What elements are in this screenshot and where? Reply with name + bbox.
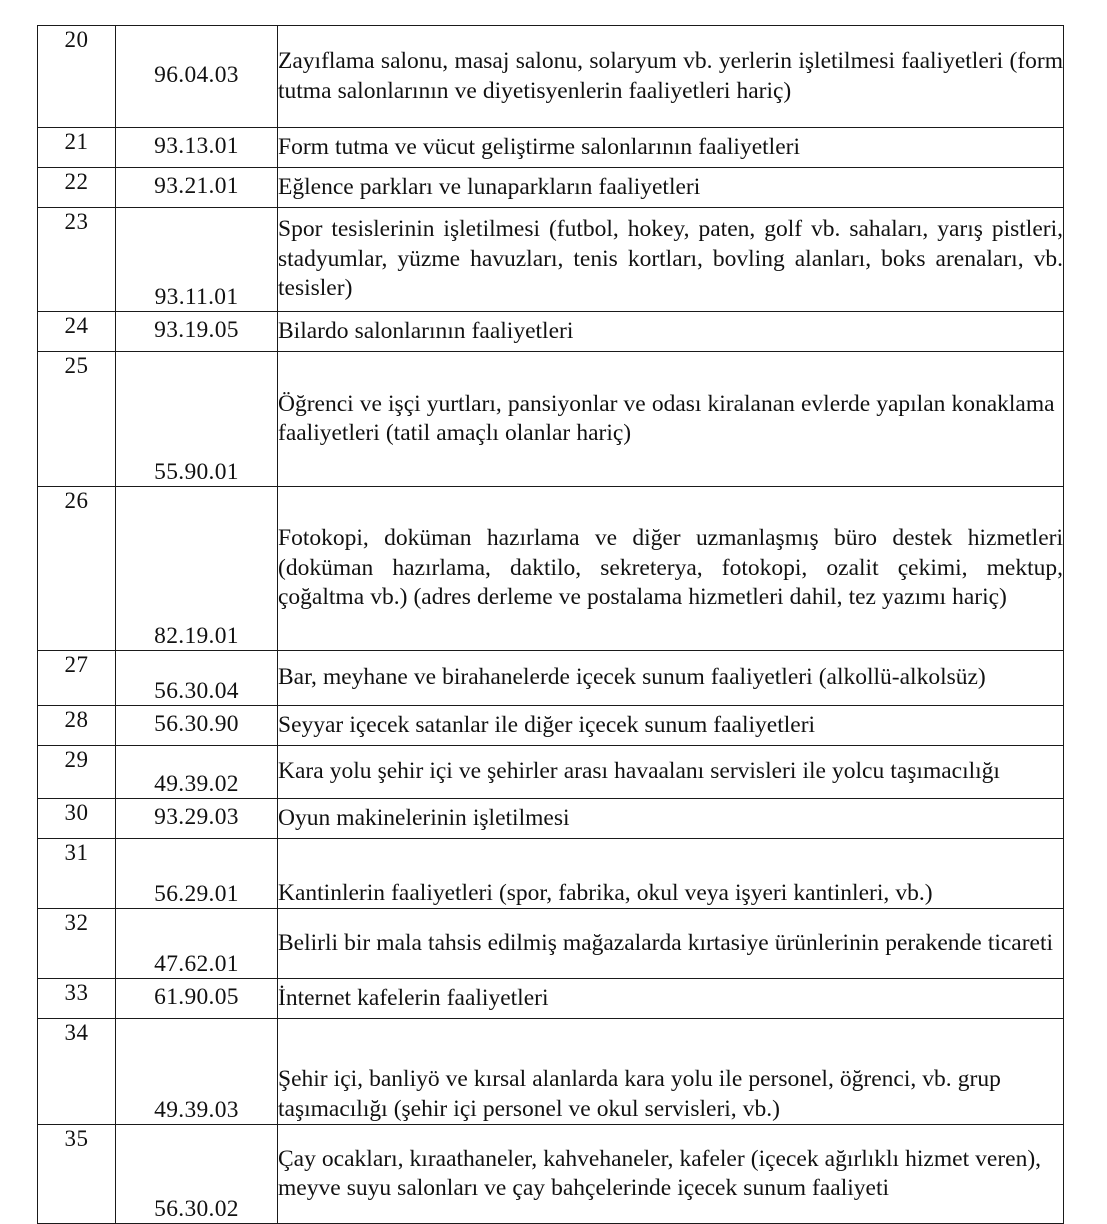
activity-description-text: Fotokopi, doküman hazırlama ve diğer uzmanlaşmış büro destek hizmetleri (doküman hazırlama, daktilo, sekreterya, fotokopi, ozalit çekimi, mektup, çoğaltma vb.) (adres derleme ve postalama hizmetleri dahil, tez yazımı hariç) bbox=[278, 525, 1063, 611]
activity-code: 56.30.90 bbox=[116, 706, 278, 746]
activity-description bbox=[278, 352, 1064, 487]
activity-description bbox=[278, 799, 1064, 839]
activity-description bbox=[278, 208, 1064, 312]
activity-description-text: Spor tesislerinin işletilmesi (futbol, hokey, paten, golf vb. sahaları, yarış pistleri, stadyumlar, yüzme havuzları, tenis kortları, bovling alanları, boks arenaları, vb. tesisler) bbox=[278, 216, 1063, 302]
activity-description-text: Eğlence parkları ve lunaparkların faaliyetleri bbox=[278, 173, 701, 200]
row-number: 31 bbox=[38, 839, 116, 909]
table-row bbox=[38, 979, 1064, 1019]
activity-code: 47.62.01 bbox=[116, 909, 278, 979]
activity-code: 93.11.01 bbox=[116, 208, 278, 312]
activity-description-text: Kantinlerin faaliyetleri (spor, fabrika, okul veya işyeri kantinleri, vb.) bbox=[278, 879, 933, 906]
row-number: 35 bbox=[38, 1125, 116, 1224]
activity-code: 55.90.01 bbox=[116, 352, 278, 487]
activity-code: 93.21.01 bbox=[116, 168, 278, 208]
row-number: 25 bbox=[38, 352, 116, 487]
row-number: 21 bbox=[38, 128, 116, 168]
activity-description-text: Belirli bir mala tahsis edilmiş mağazalarda kırtasiye ürünlerinin perakende ticareti bbox=[278, 929, 1054, 956]
table-row bbox=[38, 1125, 1064, 1224]
activity-description bbox=[278, 1125, 1064, 1224]
row-number: 32 bbox=[38, 909, 116, 979]
activity-description-text: İnternet kafelerin faaliyetleri bbox=[278, 984, 549, 1011]
activity-description bbox=[278, 168, 1064, 208]
activity-description-text: Bilardo salonlarının faaliyetleri bbox=[278, 317, 574, 344]
activity-description-text: Oyun makinelerinin işletilmesi bbox=[278, 804, 570, 831]
row-number: 27 bbox=[38, 651, 116, 706]
row-number: 24 bbox=[38, 312, 116, 352]
table-row bbox=[38, 26, 1064, 128]
table-row bbox=[38, 746, 1064, 799]
activity-description-text: Zayıflama salonu, masaj salonu, solaryum vb. yerlerin işletilmesi faaliyetleri (form tutma salonlarının ve diyetisyenlerin faaliyetleri hariç) bbox=[278, 48, 1063, 104]
table-row bbox=[38, 799, 1064, 839]
row-number: 29 bbox=[38, 746, 116, 799]
activity-description bbox=[278, 487, 1064, 651]
table-row bbox=[38, 1019, 1064, 1125]
activity-code: 93.13.01 bbox=[116, 128, 278, 168]
row-number: 34 bbox=[38, 1019, 116, 1125]
activity-code: 96.04.03 bbox=[116, 26, 278, 128]
activity-description bbox=[278, 979, 1064, 1019]
row-number: 22 bbox=[38, 168, 116, 208]
activity-description-text: Şehir içi, banliyö ve kırsal alanlarda kara yolu ile personel, öğrenci, vb. grup taşımacılığı (şehir içi personel ve okul servisleri, vb.) bbox=[278, 1066, 1001, 1122]
activity-description-text: Seyyar içecek satanlar ile diğer içecek sunum faaliyetleri bbox=[278, 711, 816, 738]
activity-code: 49.39.03 bbox=[116, 1019, 278, 1125]
activity-description bbox=[278, 746, 1064, 799]
activity-description bbox=[278, 839, 1064, 909]
table-row bbox=[38, 706, 1064, 746]
activity-description bbox=[278, 909, 1064, 979]
activity-description-text: Kara yolu şehir içi ve şehirler arası havaalanı servisleri ile yolcu taşımacılığı bbox=[278, 758, 1000, 785]
table-row bbox=[38, 487, 1064, 651]
activity-description-text: Form tutma ve vücut geliştirme salonlarının faaliyetleri bbox=[278, 133, 800, 160]
row-number: 33 bbox=[38, 979, 116, 1019]
table-row bbox=[38, 651, 1064, 706]
row-number: 26 bbox=[38, 487, 116, 651]
activity-description bbox=[278, 706, 1064, 746]
activity-description bbox=[278, 1019, 1064, 1125]
activity-code: 61.90.05 bbox=[116, 979, 278, 1019]
activity-description-text: Bar, meyhane ve birahanelerde içecek sunum faaliyetleri (alkollü-alkolsüz) bbox=[278, 664, 986, 691]
activity-code: 56.30.02 bbox=[116, 1125, 278, 1224]
activity-description-text: Öğrenci ve işçi yurtları, pansiyonlar ve odası kiralanan evlerde yapılan konaklama faaliyetleri (tatil amaçlı olanlar hariç) bbox=[278, 390, 1055, 446]
activity-description bbox=[278, 26, 1064, 128]
row-number: 28 bbox=[38, 706, 116, 746]
row-number: 23 bbox=[38, 208, 116, 312]
activity-code: 93.19.05 bbox=[116, 312, 278, 352]
table-row bbox=[38, 909, 1064, 979]
table-row bbox=[38, 208, 1064, 312]
row-number: 30 bbox=[38, 799, 116, 839]
activity-code-table bbox=[37, 25, 1064, 1224]
table-body bbox=[38, 26, 1064, 1224]
table-row bbox=[38, 312, 1064, 352]
activity-code: 82.19.01 bbox=[116, 487, 278, 651]
activity-description bbox=[278, 651, 1064, 706]
activity-description bbox=[278, 312, 1064, 352]
table-row bbox=[38, 839, 1064, 909]
table-row bbox=[38, 168, 1064, 208]
activity-code: 93.29.03 bbox=[116, 799, 278, 839]
table-row bbox=[38, 352, 1064, 487]
activity-code: 56.30.04 bbox=[116, 651, 278, 706]
activity-description bbox=[278, 128, 1064, 168]
activity-description-text: Çay ocakları, kıraathaneler, kahvehaneler, kafeler (içecek ağırlıklı hizmet veren), meyve suyu salonları ve çay bahçelerinde içecek sunum faaliyeti bbox=[278, 1145, 1042, 1201]
table-row bbox=[38, 128, 1064, 168]
activity-code: 56.29.01 bbox=[116, 839, 278, 909]
activity-code: 49.39.02 bbox=[116, 746, 278, 799]
row-number: 20 bbox=[38, 26, 116, 128]
